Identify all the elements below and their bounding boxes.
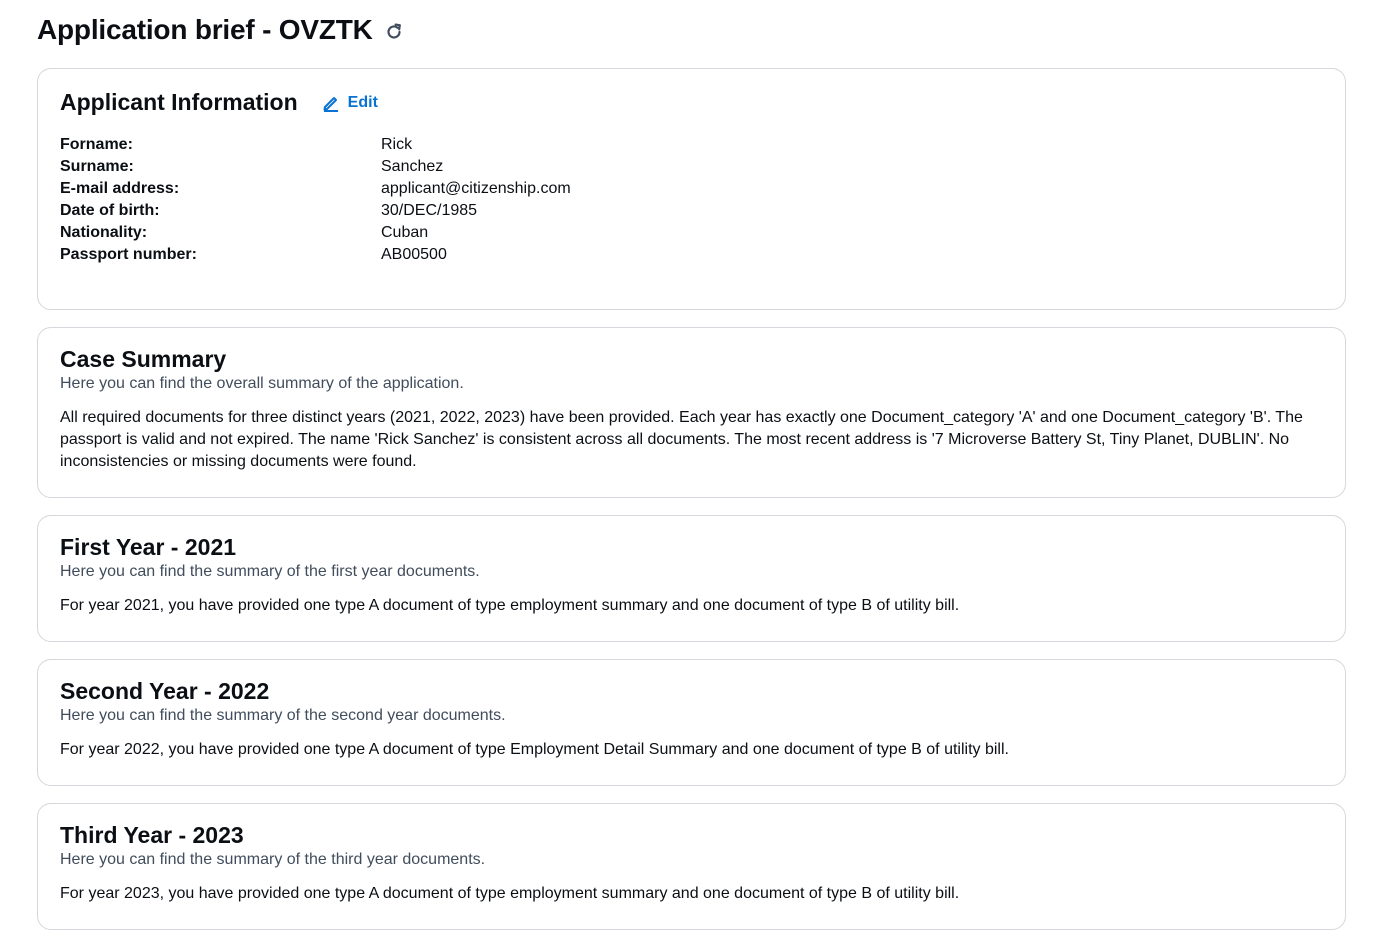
field-value: Rick (381, 136, 413, 153)
page-header (37, 0, 1346, 60)
applicant-info-table (60, 136, 571, 268)
page (37, 0, 1346, 902)
year-card-2022 (37, 659, 1346, 786)
field-value: Sanchez (381, 158, 444, 175)
year-subtitle: Here you can find the summary of the second year documents. (60, 707, 506, 724)
year-card-2023 (37, 803, 1346, 930)
case-summary-title: Case Summary (60, 346, 227, 372)
field-label: Forname: (60, 136, 133, 153)
field-value: applicant@citizenship.com (381, 180, 571, 197)
pencil-icon (322, 94, 340, 112)
year-subtitle: Here you can find the summary of the third year documents. (60, 851, 486, 868)
field-row-surname (60, 158, 571, 180)
field-row-forname (60, 136, 571, 158)
applicant-info-card (37, 68, 1346, 310)
applicant-info-title: Applicant Information (60, 89, 298, 115)
case-summary-subtitle: Here you can find the overall summary of the application. (60, 375, 464, 392)
field-value: AB00500 (381, 246, 447, 263)
field-value: 30/DEC/1985 (381, 202, 478, 219)
field-label: Passport number: (60, 246, 197, 263)
field-label: E-mail address: (60, 180, 180, 197)
field-row-passport (60, 246, 571, 268)
year-card-2021 (37, 515, 1346, 642)
field-row-email (60, 180, 571, 202)
refresh-icon[interactable] (383, 21, 405, 43)
edit-button[interactable] (322, 94, 378, 112)
field-row-dob (60, 202, 571, 224)
edit-label: Edit (347, 93, 378, 111)
year-body: For year 2023, you have provided one type A document of type employment summary and one document of type B of utility bill. (60, 885, 960, 902)
year-title: Second Year - 2022 (60, 678, 270, 704)
page-title: Application brief - OVZTK (37, 14, 373, 45)
field-row-nationality (60, 224, 571, 246)
year-body: For year 2022, you have provided one type A document of type Employment Detail Summary and one document of type B of utility bill. (60, 741, 1009, 758)
case-summary-card (37, 327, 1346, 498)
case-summary-body: All required documents for three distinct years (2021, 2022, 2023) have been provided. Each year has exactly one Document_category 'A' and one Document_category 'B'. The passport is valid and not expired. The name 'Rick Sanchez' is consistent across all documents. The most recent address is '7 Microverse Battery St, Tiny Planet, DUBLIN'. No inconsistencies or missing documents were found. (60, 409, 1303, 470)
field-label: Surname: (60, 158, 134, 175)
year-subtitle: Here you can find the summary of the first year documents. (60, 563, 480, 580)
year-body: For year 2021, you have provided one type A document of type employment summary and one document of type B of utility bill. (60, 597, 960, 614)
year-title: Third Year - 2023 (60, 822, 244, 848)
year-title: First Year - 2021 (60, 534, 237, 560)
field-label: Nationality: (60, 224, 148, 241)
field-label: Date of birth: (60, 202, 160, 219)
field-value: Cuban (381, 224, 429, 241)
applicant-info-header (60, 89, 1323, 116)
